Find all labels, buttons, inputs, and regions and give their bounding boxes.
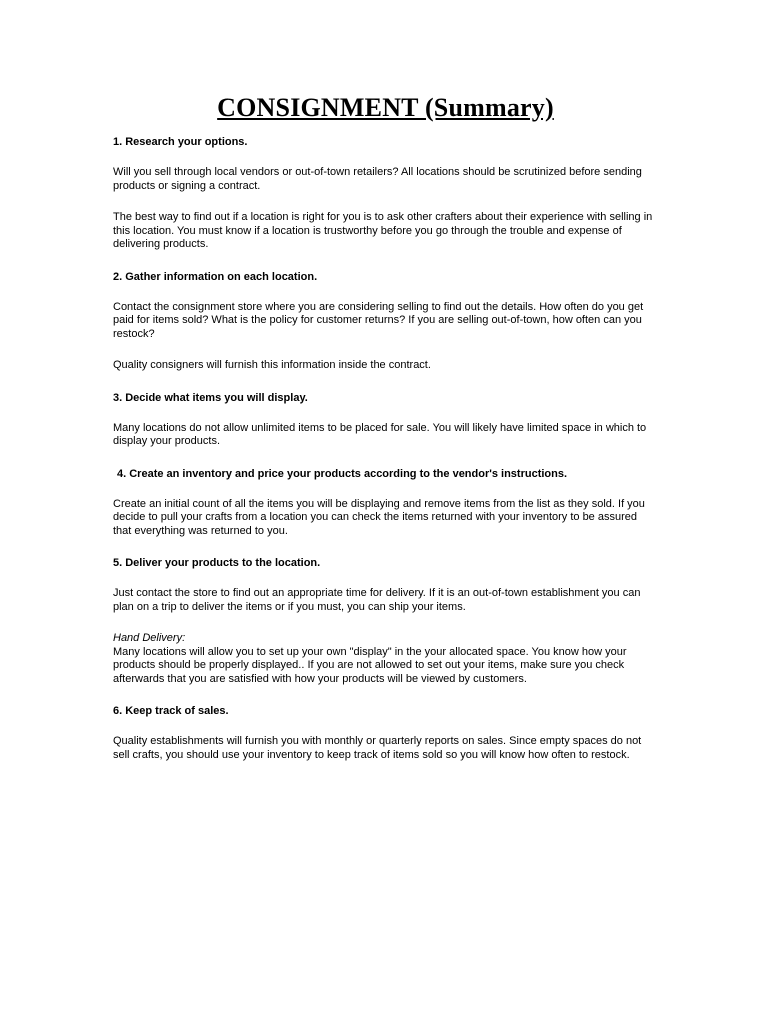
section-heading-research: 1. Research your options. [113, 136, 248, 148]
paragraph: Many locations will allow you to set up your own "display" in the your allocated space. You know how your products should be properly displayed.. If you are not allowed to set out your items, make sure you check afterwards that you are satisfied with how your products will be viewed by customers. [113, 645, 627, 685]
document-title: CONSIGNMENT (Summary) [217, 93, 554, 122]
paragraph: Quality establishments will furnish you with monthly or quarterly reports on sales. Since empty spaces do not sell crafts, you should use your inventory to keep track of items sold so you will know how often to restock. [113, 735, 642, 761]
subheading-hand-delivery: Hand Delivery: [113, 632, 186, 644]
paragraph: Quality consigners will furnish this information inside the contract. [113, 359, 431, 371]
paragraph: Contact the consignment store where you are considering selling to find out the details. How often do you get paid for items sold? What is the policy for customer returns? If you are selling out-of-town, how often can you restock? [113, 300, 644, 340]
paragraph: Create an initial count of all the items you will be displaying and remove items from the list as they sold. If you decide to pull your crafts from a location you can check the items returned with your inventory to be assured that everything was returned to you. [113, 497, 645, 537]
document-page [113, 0, 658, 780]
paragraph: Many locations do not allow unlimited items to be placed for sale. You will likely have limited space in which to display your products. [113, 421, 647, 447]
section-heading-decide-items: 3. Decide what items you will display. [113, 391, 308, 404]
section-heading-gather-info: 2. Gather information on each location. [113, 270, 318, 283]
paragraph: Will you sell through local vendors or out-of-town retailers? All locations should be scrutinized before sending products or signing a contract. [113, 166, 642, 192]
section-heading-inventory: 4. Create an inventory and price your products according to the vendor's instructions. [117, 467, 568, 480]
document-body [113, 135, 658, 762]
paragraph: Just contact the store to find out an appropriate time for delivery. If it is an out-of-town establishment you can plan on a trip to deliver the items or if you must, you can ship your items. [113, 587, 641, 613]
paragraph: The best way to find out if a location is right for you is to ask other crafters about their experience with selling in this location. You must know if a location is trustworthy before you go through the trouble and expense of delivering products. [113, 211, 653, 250]
section-heading-track-sales: 6. Keep track of sales. [113, 705, 229, 717]
section-heading-deliver: 5. Deliver your products to the location. [113, 557, 321, 569]
